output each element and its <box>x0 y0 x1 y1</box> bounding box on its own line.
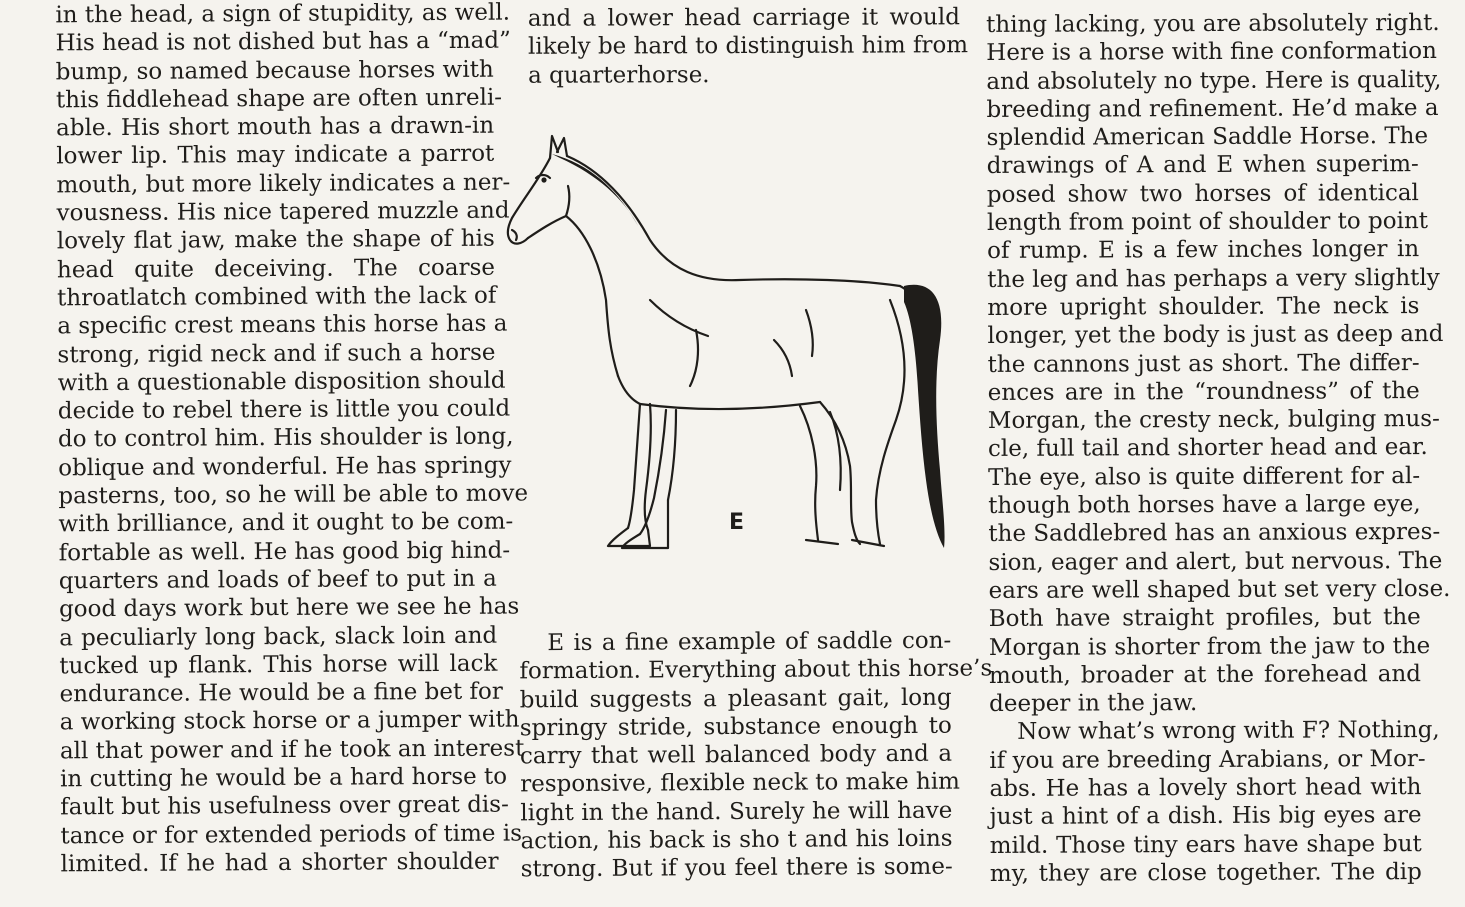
text-line: strong, rigid neck and if such a horse <box>57 339 496 368</box>
text-line: with brilliance, and it ought to be com- <box>58 508 514 538</box>
text-line: action, his back is sho t and his loins <box>520 825 953 855</box>
text-line: sion, eager and alert, but nervous. The <box>988 547 1443 576</box>
text-line: mild. Those tiny ears have shape but <box>989 830 1422 859</box>
text-line: a peculiarly long back, slack loin and <box>59 622 498 651</box>
text-line: a working stock horse or a jumper with <box>59 706 520 736</box>
text-line: likely be hard to distinguish him from <box>527 32 969 61</box>
text-line: The eye, also is quite different for al- <box>988 462 1421 491</box>
middle-column-bottom <box>519 627 993 884</box>
text-line: of rump. E is a few inches longer in <box>987 236 1420 265</box>
text-line: with a questionable disposition should <box>57 367 506 397</box>
horse-figure <box>500 130 950 560</box>
text-line: Both have straight profiles, but the <box>988 604 1421 633</box>
text-line: Here is a horse with fine conformation <box>986 38 1437 67</box>
horse-e-drawing-icon <box>500 130 950 560</box>
text-line: springy stride, substance enough to <box>519 712 952 742</box>
left-column <box>55 0 529 879</box>
text-line: light in the hand. Surely he will have <box>520 797 953 827</box>
text-line: His head is not dished but has a “mad” <box>55 27 511 57</box>
text-line: in the head, a sign of stupidity, as well. <box>55 0 511 29</box>
text-line: formation. Everything about this horse’s <box>519 655 993 685</box>
text-line: vousness. His nice tapered muzzle and <box>56 197 510 227</box>
text-line: build suggests a pleasant gait, long <box>519 684 952 713</box>
right-paragraph-1 <box>986 9 1451 718</box>
text-line: my, they are close together. The dip <box>989 858 1422 887</box>
text-line: decide to rebel there is little you could <box>57 395 511 425</box>
text-line: the Saddlebred has an anxious expres- <box>988 519 1441 548</box>
text-line: the cannons just as short. The differ- <box>987 349 1420 378</box>
text-line: longer, yet the body is just as deep and <box>987 321 1444 350</box>
text-line: strong. But if you feel there is some- <box>520 854 953 883</box>
text-line: limited. If he had a shorter shoulder <box>60 848 499 878</box>
text-line: splendid American Saddle Horse. The <box>986 123 1429 152</box>
middle-column-top <box>527 3 969 89</box>
text-line: if you are breeding Arabians, or Mor- <box>989 745 1426 774</box>
text-line: responsive, flexible neck to make him <box>520 769 961 798</box>
text-line: and a lower head carriage it would <box>527 4 960 32</box>
text-line: carry that well balanced body and a <box>519 740 953 770</box>
text-line: ences are in the “roundness” of the <box>987 377 1420 406</box>
text-line: breeding and refinement. He’d make a <box>986 94 1439 123</box>
text-line: abs. He has a lovely short head with <box>989 774 1422 802</box>
text-line: head quite deceiving. The coarse <box>56 254 496 284</box>
text-line: though both horses have a large eye, <box>988 491 1421 519</box>
text-line: tucked up flank. This horse will lack <box>59 650 498 680</box>
text-line: tance or for extended periods of time is <box>60 820 523 849</box>
text-line: this fiddlehead shape are often unreli- <box>55 84 503 114</box>
right-column <box>986 9 1451 888</box>
right-paragraph-2 <box>989 716 1440 888</box>
text-line: pasterns, too, so he will be able to move <box>58 480 529 510</box>
text-line: mouth, but more likely indicates a ner- <box>56 169 511 199</box>
text-line: oblique and wonderful. He has springy <box>58 452 512 482</box>
text-line: Now what’s wrong with F? Nothing, <box>1017 717 1440 746</box>
text-line: the leg and has perhaps a very slightly <box>987 264 1440 293</box>
text-line: fault but his usefulness over great dis- <box>60 791 509 821</box>
text-line: mouth, broader at the forehead and <box>988 660 1422 689</box>
figure-label: E <box>729 510 745 535</box>
text-line: quarters and loads of beef to put in a <box>58 565 497 595</box>
text-line: all that power and if he took an interest <box>59 735 525 765</box>
text-line: able. His short mouth has a drawn-in <box>56 112 495 142</box>
text-line: lower lip. This may indicate a parrot <box>56 141 495 170</box>
text-line: Morgan, the cresty neck, bulging mus- <box>987 406 1440 435</box>
middle-bottom-paragraph <box>519 627 993 884</box>
text-line: length from point of shoulder to point <box>986 208 1429 237</box>
text-line: fortable as well. He has good big hind- <box>58 537 511 566</box>
text-line: just a hint of a dish. His big eyes are <box>989 802 1422 831</box>
left-paragraph <box>55 0 529 879</box>
text-line: E is a fine example of saddle con- <box>547 627 952 657</box>
text-line: endurance. He would be a fine bet for <box>59 678 503 708</box>
text-line: and absolutely no type. Here is quality, <box>986 66 1442 95</box>
text-line: bump, so named because horses with <box>55 56 494 85</box>
text-line: in cutting he would be a hard horse to <box>59 763 508 793</box>
text-line: drawings of A and E when superim- <box>986 151 1419 180</box>
text-line: Morgan is shorter from the jaw to the <box>988 632 1431 661</box>
text-line: good days work but here we see he has <box>58 593 520 623</box>
text-line: lovely flat jaw, make the shape of his <box>56 226 495 255</box>
text-line: do to control him. His shoulder is long, <box>57 424 514 453</box>
text-line: ears are well shaped but set very close. <box>988 575 1451 604</box>
text-line: thing lacking, you are absolutely right. <box>986 9 1440 38</box>
middle-top-paragraph <box>527 3 969 89</box>
text-line: more upright shoulder. The neck is <box>987 293 1420 321</box>
text-line: deeper in the jaw. <box>989 690 1198 718</box>
text-line: throatlatch combined with the lack of <box>57 282 497 312</box>
text-line: a quarterhorse. <box>528 61 710 89</box>
text-line: posed show two horses of identical <box>986 179 1419 208</box>
text-line: cle, full tail and shorter head and ear. <box>987 434 1428 463</box>
text-line: a specific crest means this horse has a <box>57 310 508 340</box>
